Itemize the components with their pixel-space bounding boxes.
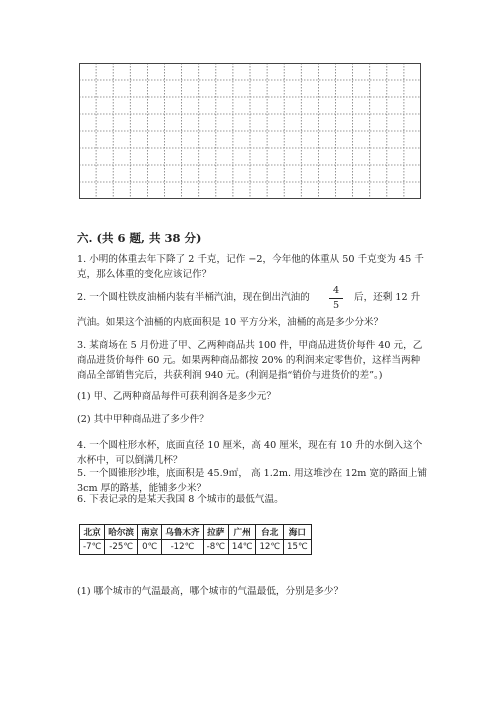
writing-grid (79, 63, 421, 199)
temperature-table (79, 524, 312, 555)
table-cell-city: 台北 (256, 525, 284, 540)
fraction-numerator: 4 (332, 285, 340, 296)
table-cell-temp: -12℃ (162, 540, 203, 555)
table-header-row (80, 525, 312, 540)
question-6: 6. 下表记录的是某天我国 8 个城市的最低气温。 (77, 494, 284, 505)
table-cell-temp: 15℃ (284, 540, 312, 555)
table-cell-city: 南京 (138, 525, 162, 540)
question-4: 4. 一个圆柱形水杯，底面直径 10 厘米，高 40 厘米，现在有 10 升的水倒入这个水杯中，可以倒满几杯？ (77, 440, 423, 466)
question-5: 5. 一个圆锥形沙堆，底面积是 45.9㎡， 高 1.2m. 用这堆沙在 12m 宽的路面上铺 3cm 厚的路基，能铺多少米？ (77, 468, 428, 494)
table-cell-temp: 12℃ (256, 540, 284, 555)
table-row (80, 540, 312, 555)
table-cell-city: 广州 (228, 525, 256, 540)
table-cell-temp: -25℃ (105, 540, 138, 555)
question-2-part-c: 汽油。如果这个油桶的内底面积是 10 平方分米，油桶的高是多少分米？ (77, 317, 384, 328)
fraction-four-fifths (329, 285, 343, 312)
question-6-sub-1: (1) 哪个城市的气温最高，哪个城市的气温最低，分别是多少？ (77, 586, 344, 597)
table-cell-temp: -7℃ (80, 540, 105, 555)
fraction-denominator: 5 (332, 300, 340, 311)
question-3: 3. 某商场在 5 月份进了甲、乙两种商品共 100 件，甲商品进货价每件 40 元，乙商品进货价每件 60 元。如果两种商品都按 20% 的利润来定零售价，这样当两种商品全部销售完后，共获利润 940 元。(利润是指“销价与进货价的差”。) (77, 340, 423, 381)
question-1: 1. 小明的体重去年下降了 2 千克，记作 −2，今年他的体重从 50 千克变为 45 千克，那么体重的变化应该记作？ (77, 254, 424, 280)
table-cell-temp: -8℃ (203, 540, 228, 555)
question-3-sub-1: (1) 甲、乙两种商品每件可获利润各是多少元？ (77, 391, 276, 402)
table-cell-city: 哈尔滨 (105, 525, 138, 540)
table-cell-city: 乌鲁木齐 (162, 525, 203, 540)
fraction-bar (329, 298, 343, 299)
table-cell-temp: 14℃ (228, 540, 256, 555)
table-cell-temp: 0℃ (138, 540, 162, 555)
question-2-part-a: 2. 一个圆柱铁皮油桶内装有半桶汽油，现在倒出汽油的 (77, 292, 310, 303)
table-cell-city: 拉萨 (203, 525, 228, 540)
section-title: 六. (共 6 题, 共 38 分) (77, 231, 202, 245)
question-3-sub-2: (2) 其中甲种商品进了多少件？ (77, 414, 209, 425)
table-cell-city: 北京 (80, 525, 105, 540)
question-2-part-b: 后，还剩 12 升 (354, 292, 421, 303)
table-cell-city: 海口 (284, 525, 312, 540)
